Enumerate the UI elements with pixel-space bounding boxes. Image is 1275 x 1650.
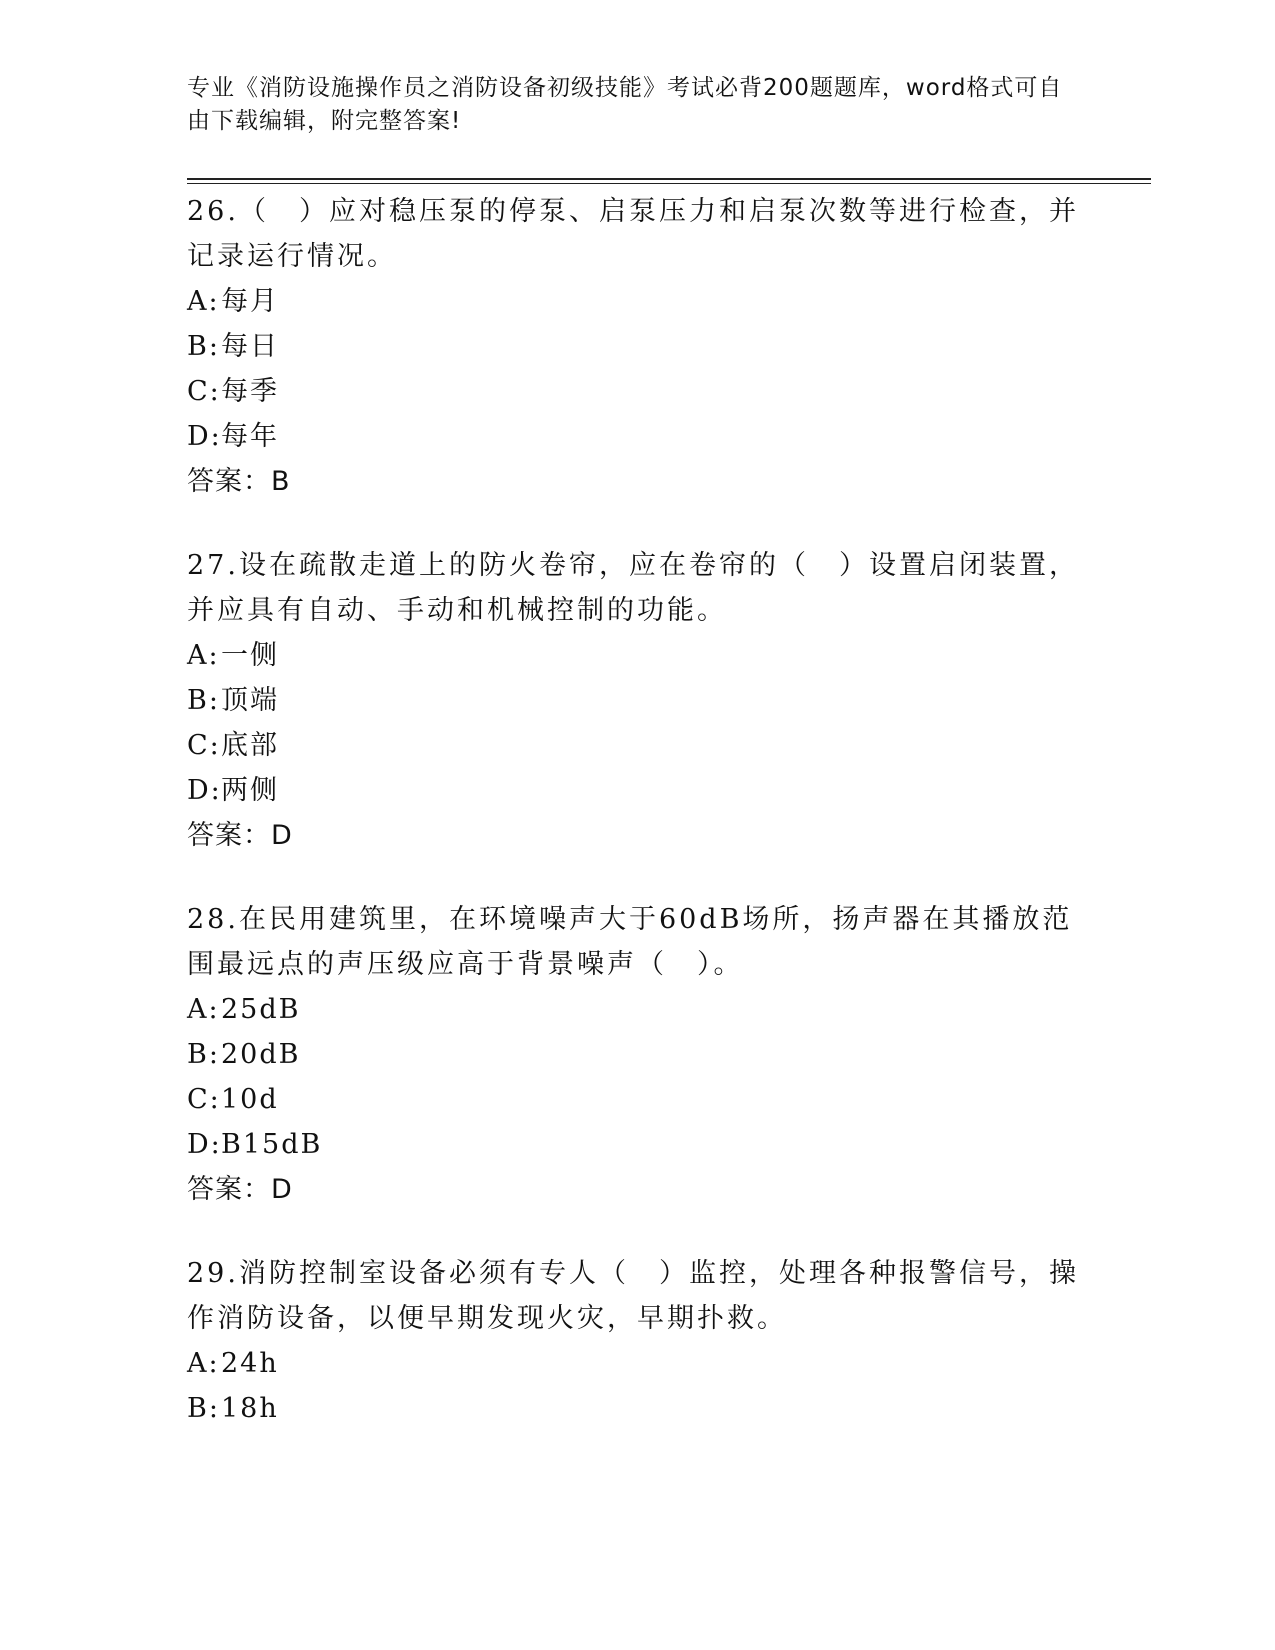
option-letter: D: <box>187 775 222 806</box>
option-letter: C: <box>187 730 221 761</box>
option-letter: A: <box>187 286 220 317</box>
question-28 <box>187 897 1087 1213</box>
option-text: 18h <box>221 1393 279 1424</box>
question-list <box>187 189 1087 1469</box>
option-text: 一侧 <box>221 640 279 671</box>
option-a <box>187 1341 1087 1386</box>
option-letter: B: <box>187 685 220 716</box>
option-text: 10d <box>221 1084 279 1115</box>
option-c <box>187 369 1087 414</box>
question-27 <box>187 543 1087 859</box>
option-letter: C: <box>187 376 221 407</box>
option-letter: A: <box>187 640 220 671</box>
option-text: 顶端 <box>221 685 279 716</box>
option-letter: D: <box>187 421 222 452</box>
option-list <box>187 279 1087 459</box>
answer-line: 答案：B <box>187 466 291 497</box>
option-text: 两侧 <box>221 775 279 806</box>
option-b <box>187 324 1087 369</box>
option-list <box>187 633 1087 813</box>
option-text: 每季 <box>221 376 279 407</box>
option-text: 20dB <box>221 1039 301 1070</box>
option-d <box>187 768 1087 813</box>
question-text: 26.（ ）应对稳压泵的停泵、启泵压力和启泵次数等进行检查，并记录运行情况。 <box>187 196 1079 272</box>
question-29 <box>187 1251 1087 1431</box>
option-letter: B: <box>187 331 220 362</box>
question-text: 27.设在疏散走道上的防火卷帘，应在卷帘的（ ）设置启闭装置，并应具有自动、手动和机械控制的功能。 <box>187 550 1079 626</box>
option-list <box>187 987 1087 1167</box>
option-d <box>187 1122 1087 1167</box>
option-b <box>187 1386 1087 1431</box>
question-text: 28.在民用建筑里，在环境噪声大于60dB场所，扬声器在其播放范围最远点的声压级应高于背景噪声（ ）。 <box>187 904 1073 980</box>
option-a <box>187 279 1087 324</box>
answer-line: 答案：D <box>187 820 293 851</box>
option-text: 每年 <box>221 421 279 452</box>
option-letter: B: <box>187 1039 220 1070</box>
option-a <box>187 633 1087 678</box>
option-text: 每月 <box>221 286 279 317</box>
option-c <box>187 1077 1087 1122</box>
option-text: B15dB <box>221 1129 323 1160</box>
option-letter: B: <box>187 1393 220 1424</box>
option-list <box>187 1341 1087 1431</box>
option-text: 24h <box>221 1348 279 1379</box>
option-b <box>187 678 1087 723</box>
question-text: 29.消防控制室设备必须有专人（ ）监控，处理各种报警信号，操作消防设备，以便早期发现火灾，早期扑救。 <box>187 1258 1079 1334</box>
option-d <box>187 414 1087 459</box>
document-header: 专业《消防设施操作员之消防设备初级技能》考试必背200题题库，word格式可自由下载编辑，附完整答案! <box>187 75 1063 134</box>
header-rule-thin <box>187 183 1151 184</box>
question-26 <box>187 189 1087 505</box>
option-text: 每日 <box>221 331 279 362</box>
option-text: 底部 <box>221 730 279 761</box>
header-rule-thick <box>187 178 1151 180</box>
answer-line: 答案：D <box>187 1174 293 1205</box>
option-letter: D: <box>187 1129 222 1160</box>
option-c <box>187 723 1087 768</box>
option-letter: C: <box>187 1084 221 1115</box>
option-text: 25dB <box>221 994 301 1025</box>
option-letter: A: <box>187 1348 220 1379</box>
option-a <box>187 987 1087 1032</box>
option-letter: A: <box>187 994 220 1025</box>
option-b <box>187 1032 1087 1077</box>
